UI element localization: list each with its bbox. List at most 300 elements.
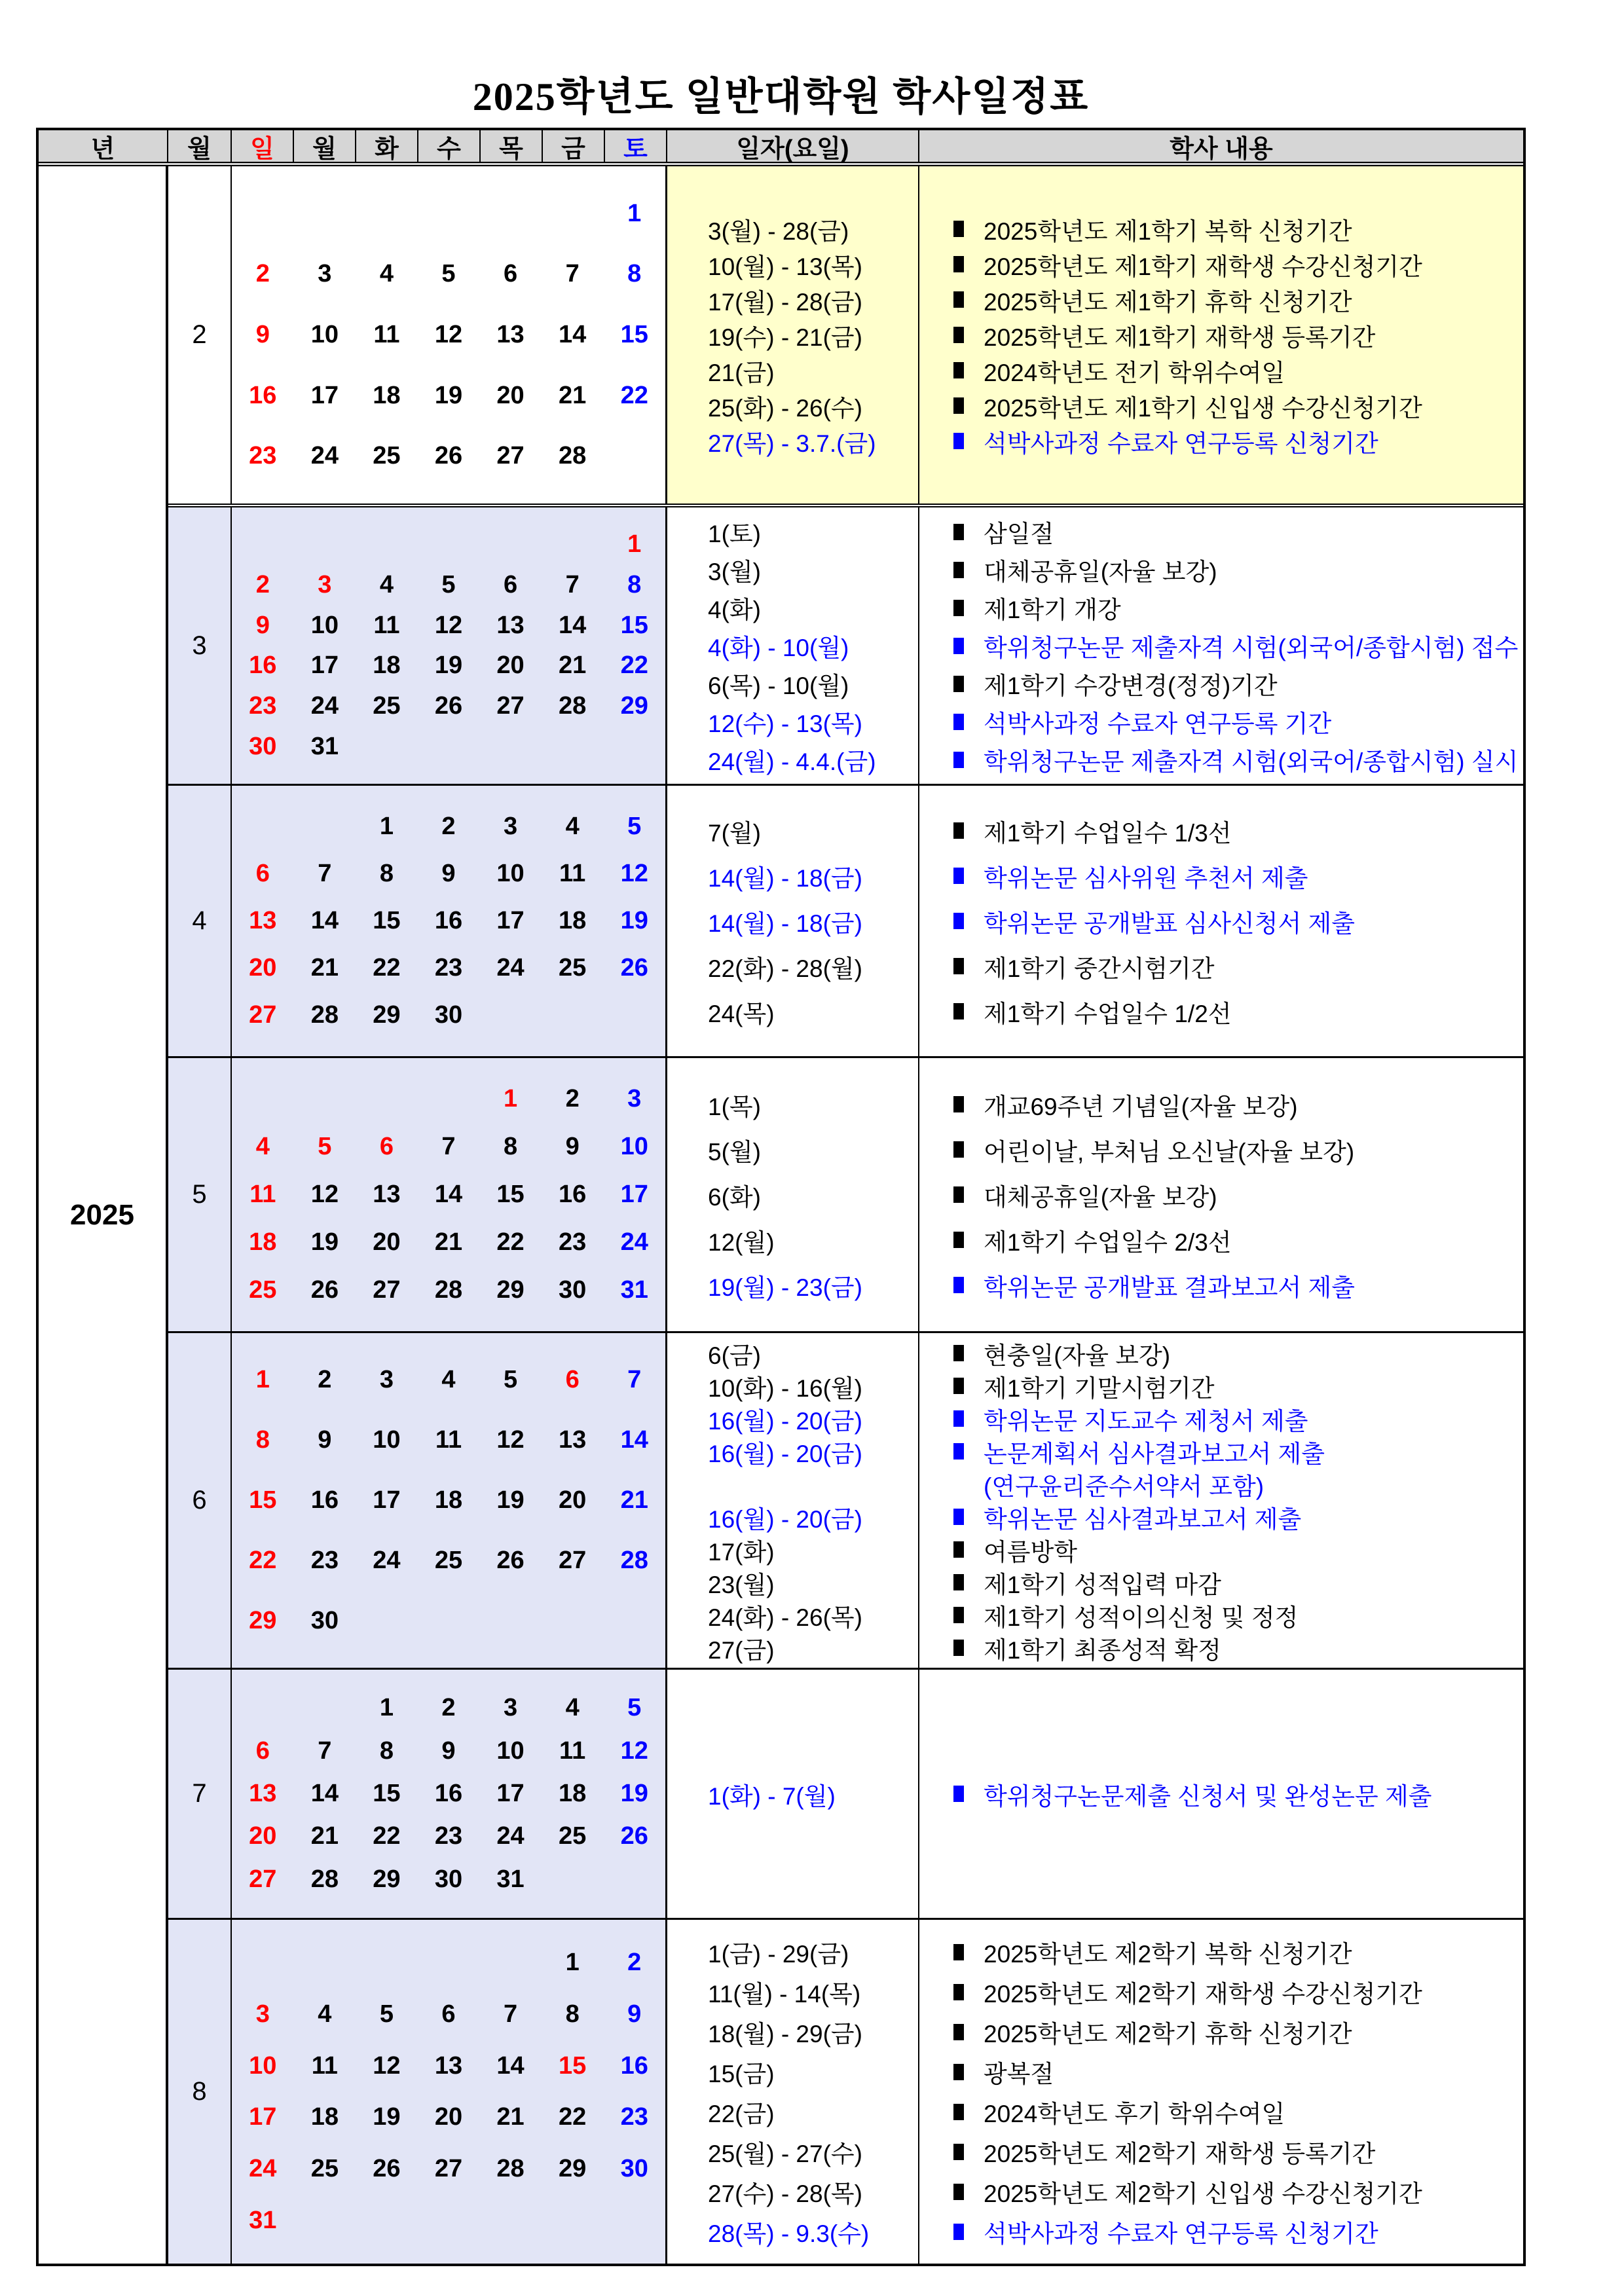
- calendar-day-empty: [418, 1937, 480, 1989]
- calendar-day: 30: [558, 1276, 587, 1304]
- calendar-day: 21: [434, 1228, 463, 1256]
- schedule-dates-column: [667, 1333, 919, 1668]
- month-row-4: [168, 784, 1523, 1056]
- header-year: 년: [39, 130, 168, 162]
- calendar-day: 10: [373, 1426, 401, 1454]
- calendar-day: 3: [379, 1366, 394, 1394]
- schedule-item: [953, 424, 1523, 459]
- calendar-day: 12: [373, 2051, 401, 2080]
- bullet-icon: [953, 2224, 964, 2240]
- calendar-day: 10: [310, 611, 339, 639]
- schedule-dates-column: [667, 1920, 919, 2264]
- schedule-item: [953, 2052, 1523, 2092]
- schedule-item-text: 제1학기 성적이의신청 및 정정: [984, 1604, 1299, 1631]
- calendar-day-empty: [294, 183, 356, 244]
- calendar-day: 11: [249, 1181, 276, 1208]
- schedule-item-text: 2025학년도 제2학기 재학생 수강신청기간: [984, 1981, 1422, 2008]
- bullet-icon: [953, 327, 964, 343]
- bullet-icon: [953, 1541, 964, 1558]
- bullet-icon: [953, 362, 964, 378]
- calendar-day: 4: [379, 260, 394, 288]
- calendar-day: 31: [496, 1865, 525, 1893]
- calendar-day: 17: [310, 381, 339, 409]
- schedule-date: 1(목): [708, 1093, 761, 1120]
- calendar-day: 25: [558, 954, 587, 982]
- calendar-day: 13: [249, 906, 277, 934]
- calendar-day: 2: [441, 812, 456, 840]
- schedule-item: [953, 1217, 1523, 1262]
- calendar-day: 1: [255, 1366, 270, 1394]
- schedule-item-text: 학위논문 공개발표 심사신청서 제출: [984, 909, 1355, 937]
- calendar-grid: [232, 1670, 667, 1918]
- schedule-item: [953, 2092, 1523, 2132]
- calendar-day: 27: [434, 2155, 463, 2183]
- calendar-day: 6: [441, 2000, 456, 2028]
- calendar-day: 7: [503, 2000, 518, 2028]
- calendar-day-empty: [232, 1937, 294, 1989]
- schedule-date: 10(화) - 16(월): [708, 1374, 862, 1402]
- bullet-icon: [953, 1141, 964, 1158]
- header-day-tue: 화: [356, 130, 418, 162]
- calendar-day: 12: [620, 859, 648, 887]
- schedule-item-text: 학위청구논문제출 신청서 및 완성논문 제출: [984, 1782, 1432, 1810]
- calendar-day: 1: [627, 199, 642, 227]
- schedule-item: [953, 1632, 1523, 1664]
- calendar-day-empty: [356, 1075, 418, 1123]
- bullet-icon: [953, 256, 964, 272]
- calendar-day-empty: [356, 726, 418, 767]
- schedule-item: [953, 282, 1523, 318]
- bullet-icon: [953, 291, 964, 308]
- calendar-day: 25: [434, 1546, 463, 1574]
- calendar-day-empty: [356, 183, 418, 244]
- calendar-day: 2: [255, 570, 270, 598]
- schedule-item-text: 학위청구논문 제출자격 시험(외국어/종합시험) 접수: [984, 634, 1519, 661]
- calendar-day: 6: [503, 260, 518, 288]
- calendar-day: 23: [249, 691, 277, 720]
- calendar-day: 31: [310, 732, 339, 760]
- calendar-day: 20: [249, 1822, 277, 1850]
- schedule-item: [953, 513, 1523, 551]
- calendar-day: 26: [434, 442, 463, 470]
- bullet-icon: [953, 1984, 964, 2000]
- page-title: 2025학년도 일반대학원 학사일정표: [472, 75, 1090, 119]
- calendar-day: 25: [558, 1822, 587, 1850]
- schedule-dates-column: [667, 1670, 919, 1918]
- calendar-day: 17: [496, 906, 525, 934]
- calendar-day-empty: [294, 524, 356, 565]
- calendar-day: 18: [558, 906, 587, 934]
- month-row-6: [168, 1331, 1523, 1668]
- bullet-icon: [953, 1003, 964, 1019]
- calendar-day: 2: [255, 260, 270, 288]
- schedule-date: 24(월) - 4.4.(금): [708, 748, 876, 775]
- schedule-date: 3(월) - 28(금): [708, 217, 849, 245]
- schedule-date: 27(목) - 3.7.(금): [708, 430, 876, 457]
- month-label: 3: [168, 507, 232, 784]
- bullet-icon: [953, 1410, 964, 1427]
- bullet-icon: [953, 1443, 964, 1460]
- calendar-day: 29: [373, 1001, 401, 1029]
- calendar-day: 24: [249, 2155, 277, 2183]
- schedule-item: [953, 2132, 1523, 2172]
- schedule-item-text: 2025학년도 제1학기 복학 신청기간: [984, 217, 1352, 245]
- bullet-icon: [953, 1509, 964, 1525]
- calendar-day: 10: [249, 2051, 277, 2080]
- schedule-item-text: 제1학기 중간시험기간: [984, 955, 1215, 982]
- calendar-day: 7: [565, 260, 580, 288]
- calendar-day: 23: [310, 1546, 339, 1574]
- calendar-day: 21: [496, 2103, 525, 2131]
- calendar-day: 8: [379, 1736, 394, 1765]
- calendar-day: 29: [496, 1276, 525, 1304]
- month-row-3: [168, 504, 1523, 784]
- calendar-day: 5: [318, 1133, 332, 1160]
- schedule-date: 23(월): [708, 1571, 775, 1598]
- calendar-day: 19: [620, 906, 648, 934]
- schedule-date: 25(화) - 26(수): [708, 394, 862, 422]
- calendar-day: 20: [558, 1486, 587, 1514]
- calendar-day-empty: [232, 183, 294, 244]
- schedule-item: [953, 1435, 1523, 1468]
- calendar-day: 6: [255, 1736, 270, 1765]
- schedule-date: 24(목): [708, 1000, 775, 1027]
- month-rows: [168, 166, 1523, 2264]
- table-header: [39, 130, 1523, 166]
- schedule-date: 14(월) - 18(금): [708, 909, 862, 937]
- calendar-day-empty: [294, 803, 356, 850]
- schedule-content-column: [919, 1333, 1523, 1668]
- calendar-day: 29: [558, 2155, 587, 2183]
- schedule-item: [953, 665, 1523, 703]
- calendar-day-empty: [356, 1937, 418, 1989]
- schedule-item-text: 어린이날, 부처님 오신날(자율 보강): [984, 1138, 1355, 1166]
- calendar-day: 10: [310, 320, 339, 348]
- calendar-day: 27: [496, 691, 525, 720]
- schedule-date: 22(화) - 28(월): [708, 955, 862, 982]
- schedule-date: 1(금) - 29(금): [708, 1941, 849, 1968]
- calendar-day: 29: [373, 1865, 401, 1893]
- bullet-icon: [953, 1786, 964, 1802]
- schedule-item-text: 학위논문 심사결과보고서 제출: [984, 1505, 1302, 1533]
- schedule-date: 19(월) - 23(금): [708, 1274, 862, 1301]
- schedule-date: 18(월) - 29(금): [708, 2021, 862, 2047]
- calendar-grid: [232, 1920, 667, 2264]
- calendar-day: 14: [434, 1181, 463, 1208]
- calendar-day: 20: [434, 2103, 463, 2131]
- calendar-day: 31: [249, 2207, 277, 2235]
- calendar-day: 28: [434, 1276, 463, 1304]
- calendar-grid: [232, 786, 667, 1056]
- schedule-date: 6(목) - 10(월): [708, 672, 849, 699]
- calendar-day: 8: [379, 859, 394, 887]
- calendar-day-empty: [294, 2195, 356, 2247]
- bullet-icon: [953, 822, 964, 839]
- bullet-icon: [953, 2144, 964, 2160]
- calendar-day: 11: [435, 1426, 462, 1454]
- schedule-item-text: 대체공휴일(자율 보강): [984, 559, 1217, 585]
- calendar-grid: [232, 1058, 667, 1331]
- calendar-day: 14: [620, 1426, 648, 1454]
- bullet-icon: [953, 2064, 964, 2080]
- calendar-day: 29: [620, 691, 648, 720]
- schedule-item: [953, 2012, 1523, 2052]
- header-day-sat: 토: [605, 130, 667, 162]
- schedule-item-text: 2025학년도 제1학기 휴학 신청기간: [984, 288, 1352, 316]
- month-row-7: [168, 1668, 1523, 1918]
- bullet-spacer: [953, 1476, 964, 1492]
- schedule-item: [953, 1566, 1523, 1599]
- schedule-item: [953, 1370, 1523, 1403]
- schedule-item: [953, 741, 1523, 779]
- schedule-item: [953, 1172, 1523, 1217]
- calendar-day: 8: [503, 1133, 518, 1160]
- schedule-item-text: 2024학년도 후기 학위수여일: [984, 2101, 1285, 2127]
- schedule-item: [953, 1337, 1523, 1370]
- schedule-item-text: 제1학기 수업일수 1/2선: [984, 1000, 1232, 1027]
- schedule-item-text: 광복절: [984, 2061, 1054, 2087]
- calendar-day: 11: [373, 611, 400, 639]
- calendar-day: 11: [559, 1736, 586, 1765]
- bullet-icon: [953, 752, 964, 768]
- header-day-sun: 일: [232, 130, 294, 162]
- calendar-day: 16: [558, 1181, 587, 1208]
- calendar-day: 15: [249, 1486, 277, 1514]
- bullet-icon: [953, 676, 964, 692]
- schedule-item-text: 석박사과정 수료자 연구등록 신청기간: [984, 2220, 1378, 2247]
- schedule-item-text: (연구윤리준수서약서 포함): [984, 1473, 1264, 1500]
- bullet-icon: [953, 562, 964, 578]
- schedule-date: 15(금): [708, 2061, 775, 2087]
- month-label: 4: [168, 786, 232, 1056]
- calendar-day: 14: [558, 611, 587, 639]
- calendar-day: 5: [627, 812, 642, 840]
- calendar-day: 6: [503, 570, 518, 598]
- schedule-date: 21(금): [708, 359, 775, 386]
- calendar-day: 8: [565, 2000, 580, 2028]
- header-day-wed: 수: [418, 130, 481, 162]
- schedule-item-continued: [953, 1468, 1523, 1501]
- calendar-day: 17: [496, 1779, 525, 1807]
- calendar-day-empty: [603, 1858, 665, 1901]
- calendar-day: 24: [496, 954, 525, 982]
- calendar-day: 9: [441, 1736, 456, 1765]
- calendar-day: 28: [310, 1001, 339, 1029]
- calendar-day: 23: [558, 1228, 587, 1256]
- calendar-day: 12: [310, 1181, 339, 1208]
- bullet-icon: [953, 714, 964, 730]
- calendar-day: 15: [496, 1181, 525, 1208]
- schedule-date: 28(목) - 9.3(수): [708, 2220, 870, 2247]
- calendar-day: 30: [310, 1606, 339, 1634]
- calendar-day: 26: [620, 1822, 648, 1850]
- schedule-date: 24(화) - 26(목): [708, 1604, 862, 1631]
- calendar-day-empty: [479, 726, 542, 767]
- calendar-day: 7: [318, 859, 332, 887]
- month-label: 5: [168, 1058, 232, 1331]
- calendar-day: 13: [249, 1779, 277, 1807]
- calendar-day: 18: [310, 2103, 339, 2131]
- schedule-date: 3(월): [708, 559, 761, 585]
- calendar-day: 22: [620, 381, 648, 409]
- calendar-day: 12: [496, 1426, 525, 1454]
- month-label: 2: [168, 166, 232, 504]
- calendar-day: 17: [373, 1486, 401, 1514]
- bullet-icon: [953, 1345, 964, 1361]
- calendar-day: 28: [558, 442, 587, 470]
- calendar-day: 17: [620, 1181, 648, 1208]
- calendar-day-empty: [418, 524, 480, 565]
- calendar-day: 29: [249, 1606, 277, 1634]
- bullet-icon: [953, 2104, 964, 2120]
- calendar-day: 1: [379, 1694, 394, 1722]
- schedule-item-text: 2025학년도 제2학기 재학생 등록기간: [984, 2140, 1376, 2167]
- schedule-item-text: 학위논문 공개발표 결과보고서 제출: [984, 1274, 1355, 1301]
- schedule-item-text: 현충일(자율 보강): [984, 1342, 1171, 1369]
- calendar-day: 9: [627, 2000, 642, 2028]
- schedule-content-column: [919, 1920, 1523, 2264]
- schedule-item: [953, 944, 1523, 989]
- calendar-day: 16: [310, 1486, 339, 1514]
- calendar-day: 21: [558, 652, 587, 680]
- calendar-day: 18: [249, 1228, 277, 1256]
- calendar-day-empty: [603, 992, 665, 1039]
- calendar-day-empty: [479, 992, 542, 1039]
- calendar-day: 26: [620, 954, 648, 982]
- calendar-day: 6: [379, 1133, 394, 1160]
- calendar-day: 14: [310, 906, 339, 934]
- calendar-day: 9: [441, 859, 456, 887]
- calendar-day: 2: [318, 1366, 332, 1394]
- calendar-day: 20: [496, 652, 525, 680]
- calendar-day: 23: [620, 2103, 648, 2131]
- schedule-date: 1(화) - 7(월): [708, 1782, 836, 1810]
- calendar-day: 9: [565, 1133, 580, 1160]
- schedule-item-text: 학위논문 지도교수 제청서 제출: [984, 1407, 1308, 1435]
- schedule-date: 10(월) - 13(목): [708, 253, 862, 280]
- schedule-content-column: [919, 1670, 1523, 1918]
- calendar-day-empty: [294, 1687, 356, 1729]
- bullet-icon: [953, 868, 964, 884]
- calendar-day: 15: [558, 2051, 587, 2080]
- schedule-item-text: 제1학기 수업일수 1/3선: [984, 819, 1232, 847]
- calendar-grid: [232, 166, 667, 504]
- calendar-day-empty: [418, 1590, 480, 1651]
- calendar-day: 12: [620, 1736, 648, 1765]
- schedule-date: 6(금): [708, 1342, 761, 1369]
- calendar-day-empty: [232, 524, 294, 565]
- calendar-day: 3: [318, 570, 332, 598]
- calendar-day: 28: [496, 2155, 525, 2183]
- bullet-icon: [953, 1186, 964, 1203]
- schedule-date: 16(월) - 20(금): [708, 1440, 862, 1467]
- schedule-item-text: 2025학년도 제2학기 휴학 신청기간: [984, 2021, 1352, 2047]
- schedule-item: [953, 1082, 1523, 1127]
- schedule-item-text: 학위논문 심사위원 추천서 제출: [984, 864, 1308, 892]
- calendar-day: 4: [318, 2000, 332, 2028]
- schedule-date: 1(토): [708, 521, 761, 547]
- header-month: 월: [168, 130, 232, 162]
- bullet-icon: [953, 1640, 964, 1656]
- calendar-day: 13: [373, 1181, 401, 1208]
- schedule-date: 16(월) - 20(금): [708, 1407, 862, 1435]
- calendar-day: 16: [620, 2051, 648, 2080]
- calendar-day: 3: [318, 260, 332, 288]
- schedule-item-text: 제1학기 최종성적 확정: [984, 1636, 1221, 1664]
- calendar-day: 22: [249, 1546, 277, 1574]
- schedule-date: 27(수) - 28(목): [708, 2180, 862, 2207]
- calendar-day: 12: [434, 320, 463, 348]
- schedule-item: [953, 1972, 1523, 2012]
- schedule-item: [953, 703, 1523, 741]
- schedule-date: 12(월): [708, 1228, 775, 1256]
- calendar-day: 1: [627, 530, 642, 559]
- bullet-icon: [953, 1574, 964, 1590]
- calendar-day-empty: [232, 1687, 294, 1729]
- schedule-date: 17(월) - 28(금): [708, 288, 862, 316]
- calendar-day: 24: [496, 1822, 525, 1850]
- month-label: 8: [168, 1920, 232, 2264]
- schedule-item: [953, 1127, 1523, 1172]
- calendar-day: 10: [620, 1133, 648, 1160]
- schedule-date: 16(월) - 20(금): [708, 1505, 862, 1533]
- calendar-day-empty: [294, 1075, 356, 1123]
- schedule-item: [953, 2172, 1523, 2212]
- calendar-day-empty: [356, 2195, 418, 2247]
- calendar-day: 18: [373, 652, 401, 680]
- calendar-day: 22: [558, 2103, 587, 2131]
- calendar-day-empty: [603, 726, 665, 767]
- header-day-fri: 금: [543, 130, 605, 162]
- calendar-day: 20: [373, 1228, 401, 1256]
- bullet-icon: [953, 1378, 964, 1394]
- month-row-5: [168, 1056, 1523, 1331]
- schedule-date: 22(금): [708, 2101, 775, 2127]
- calendar-day-empty: [418, 1075, 480, 1123]
- schedule-date: 7(월): [708, 819, 761, 847]
- calendar-day: 18: [373, 381, 401, 409]
- calendar-day: 25: [249, 1276, 277, 1304]
- calendar-day-empty: [603, 1590, 665, 1651]
- header-day-thu: 목: [481, 130, 543, 162]
- calendar-day: 4: [565, 812, 580, 840]
- calendar-grid: [232, 507, 667, 784]
- calendar-day: 9: [255, 611, 270, 639]
- calendar-day-empty: [542, 1590, 604, 1651]
- schedule-item: [953, 1599, 1523, 1632]
- calendar-day: 30: [620, 2155, 648, 2183]
- calendar-day: 16: [434, 906, 463, 934]
- calendar-day: 16: [249, 652, 277, 680]
- month-row-8: [168, 1918, 1523, 2264]
- calendar-day: 21: [310, 954, 339, 982]
- schedule-dates-column: [667, 786, 919, 1056]
- calendar-day: 24: [310, 691, 339, 720]
- calendar-day: 5: [627, 1694, 642, 1722]
- schedule-dates-column: [667, 1058, 919, 1331]
- calendar-day: 5: [441, 570, 456, 598]
- bullet-icon: [953, 433, 964, 449]
- calendar-day-empty: [232, 1075, 294, 1123]
- calendar-day: 12: [434, 611, 463, 639]
- calendar-day: 19: [373, 2103, 401, 2131]
- calendar-day-empty: [479, 1590, 542, 1651]
- schedule-item: [953, 589, 1523, 627]
- calendar-day: 10: [496, 1736, 525, 1765]
- table-body: [39, 166, 1523, 2264]
- calendar-day: 24: [373, 1546, 401, 1574]
- bullet-icon: [953, 913, 964, 929]
